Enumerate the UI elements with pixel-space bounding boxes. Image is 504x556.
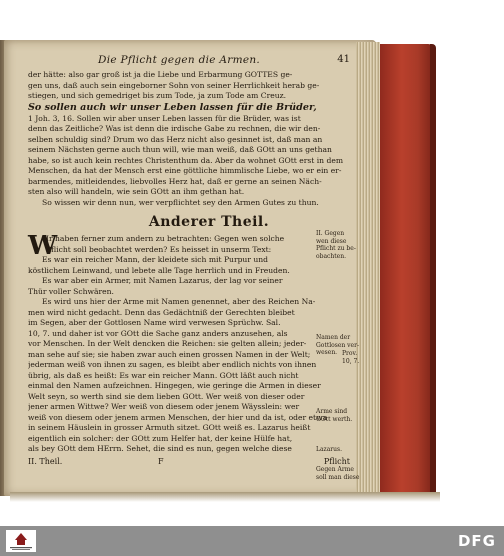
text-line: sten also will handeln, wie sein GOtt an ihm gethan hat. [28,187,245,196]
drop-cap: W [28,231,58,261]
running-head [28,54,350,70]
text-line: Pflicht soll beobachtet werden? Es heisset in unserm Text: [46,244,272,254]
signature-mark: II. Theil. [28,456,63,466]
text-line: eigentlich ein solcher: der GOtt zum Helfer hat, der keine Hülfe hat, [28,433,293,443]
page-text [28,54,360,481]
margin-note: Namen der Gottlosen ver- wesen. [316,334,359,356]
margin-note: Prov. 10, 7. [342,350,360,365]
margin-note: Gegen Arme soll man diese [316,466,360,481]
margin-note: Lazarus. [316,446,343,453]
running-head-title: Die Pflicht gegen die Armen. [98,54,261,66]
gathering-mark: F [158,456,164,466]
text-line: gen uns, daß auch sein eingeborner Sohn von seiner Herrlichkeit herab ge- [28,80,320,90]
text-line: selben schuldig sind? Drum wo das Herz nicht also gesinnet ist, daß man an [28,134,323,144]
page-edges [356,42,380,496]
text-line: jederman weiß von ihnen zu sagen, es bleibt aber endlich nichts von ihnen [28,360,317,369]
cover-edge [430,44,436,496]
text-line: als bey GOtt dem HErrn. Sehet, die sind es nun, gegen welche diese [28,444,292,453]
margin-note: Arme sind GOtt werth. [316,408,353,423]
text-line: Thür voller Schwären. [28,286,114,296]
footer-logo-bar [0,526,504,556]
text-line: barmendes, mitleidendes, liebvolles Herz hat, daß er gerne an seinen Näch- [28,176,322,186]
text-line: stiegen, und sich gemedriget bis zum Tode, ja zum Tode am Creuz. [28,91,287,100]
text-line: So wissen wir denn nun, wer verpflichtet sey den Armen Gutes zu thun. [42,197,319,207]
text-line: habe, so ist auch kein rechtes Christenthum da. Aber da wohnet GOtt erst in dem [28,155,344,165]
page-number: 41 [337,54,350,65]
text-line: Es war aber ein Armer, mit Namen Lazarus, der lag vor seiner [42,276,283,285]
text-line: Es war ein reicher Mann, der kleidete sich mit Purpur und [42,255,269,264]
book-cover [380,44,434,496]
text-line: weiß von diesem oder jenem armen Menschen, der hier und da ist, oder etwa [28,412,328,422]
text-line: Es wird uns hier der Arme mit Namen genennet, aber des Reichen Na- [42,297,316,306]
bottom-shadow [10,492,440,502]
section-paragraph [28,231,350,297]
text-line: einmal den Namen aufzeichnen. Hingegen, wie geringe die Armen in dieser [28,381,321,390]
dfg-logo: DFG [457,532,496,550]
text-line: man sehe auf sie; sie haben zwar auch einen grossen Namen in der Welt; [28,349,311,359]
emphasis-line: So sollen auch wir unser Leben lassen für die Brüder, [28,101,317,113]
text-line: 1 Joh. 3, 16. Sollen wir aber unser Leben lassen für die Brüder, was ist [28,113,301,123]
text-line: vor Menschen. In der Welt dencken die Reichen: sie gelten allein; jeder- [28,339,307,348]
text-line: der hätte: also gar groß ist ja die Liebe und Erbarmung GOTTES ge- [28,70,293,79]
text-line: Ir haben ferner zum andern zu betrachten: Gegen wen solche [46,234,285,243]
text-line: Menschen, da hat der Mensch erst eine göttliche himmlische Liebe, wo er ein er- [28,166,342,175]
text-line: seinem Nächsten gerne auch thun will, wie man weiß, daß GOtt an uns gethan [28,145,332,154]
text-line: men wird nicht gedacht. Denn das Gedächtniß der Gerechten bleibet [28,307,295,317]
text-line: jener armen Wittwe? Wer weiß von diesem oder jenem Wäysslein: wer [28,402,300,411]
text-line: 10, 7. und daher ist vor GOtt die Sache ganz anders anzusehen, als [28,328,288,338]
text-line: Welt seyn, so werth sind sie dem lieben GOtt. Wer weiß von dieser oder [28,391,305,401]
university-logo-icon [6,530,36,552]
text-line: im Segen, aber der Gottlosen Name wird verwesen Sprüchw. Sal. [28,318,281,327]
margin-note: II. Gegen wen diese Pflicht zu be- obachten. [316,230,356,260]
catchword: Pflicht [323,456,350,466]
text-line: in seinem Häuslein in grosser Armuth sitzet. GOtt weiß es. Lazarus heißt [28,423,311,432]
section-heading: Anderer Theil. [148,214,270,230]
text-line: denn das Zeitliche? Was ist denn die irdische Gabe zu rechnen, die wir den- [28,124,321,133]
page-footer [28,457,350,469]
text-line: köstlichem Leinwand, und lebete alle Tage herrlich und in Freuden. [28,265,290,275]
text-line: übrig, als daß es heißt: Es war ein reicher Mann. GOtt läßt auch nicht [28,370,299,380]
